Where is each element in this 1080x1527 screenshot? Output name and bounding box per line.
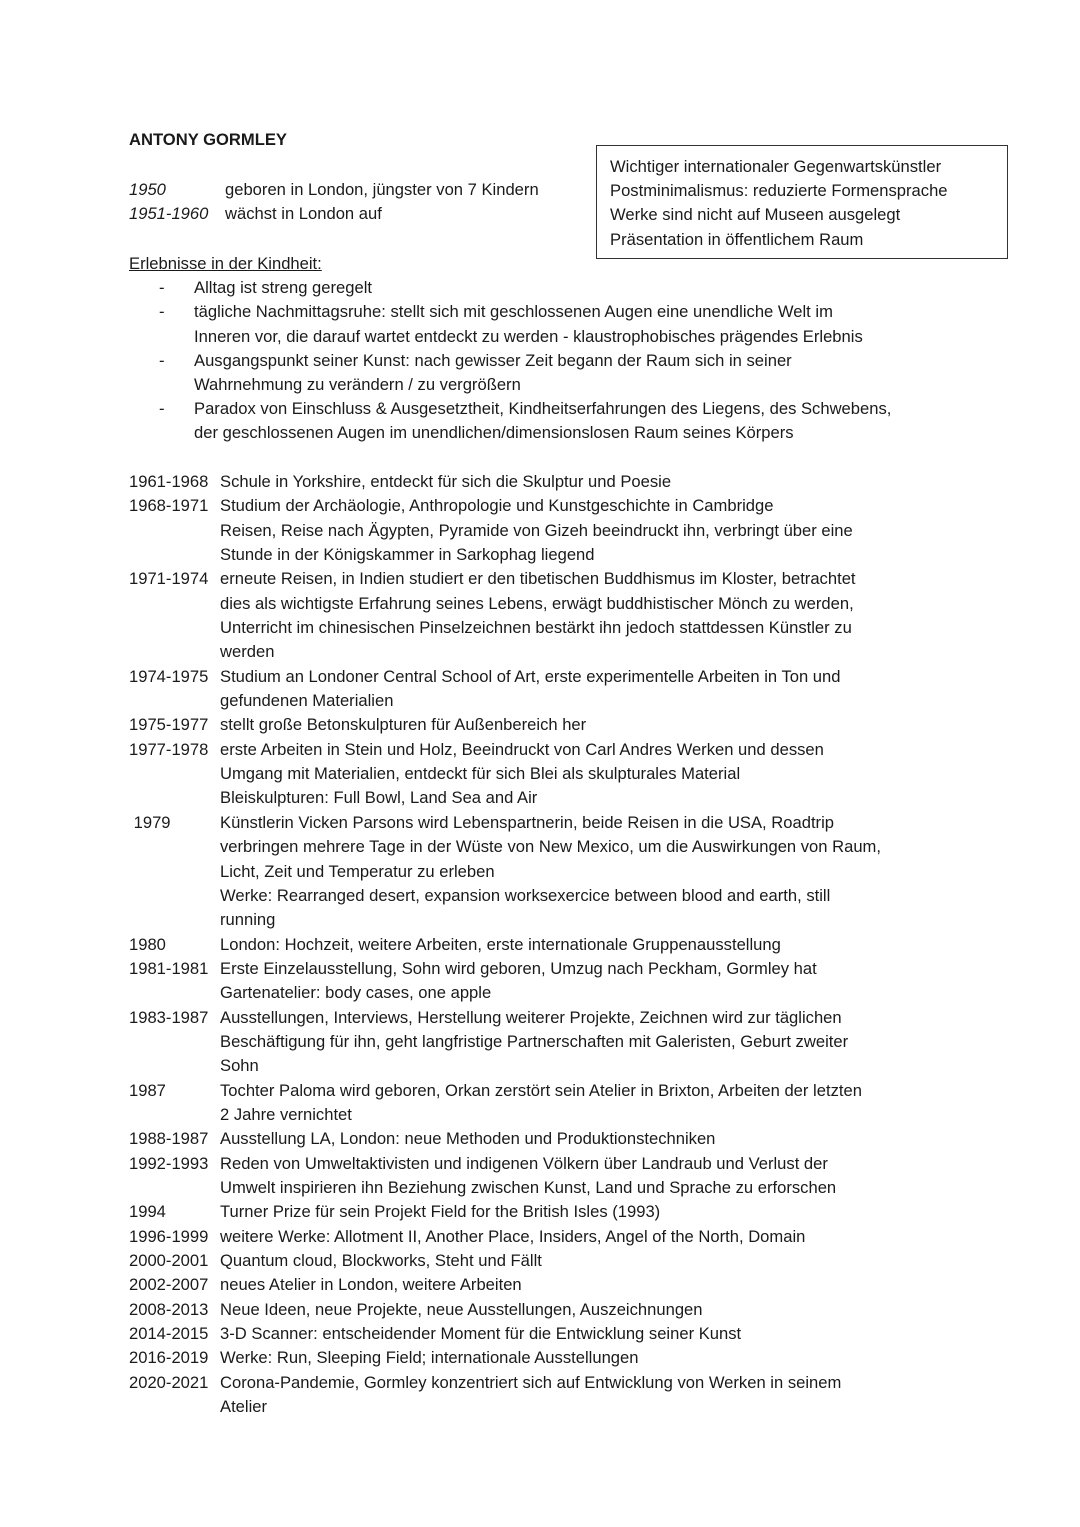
timeline-text bbox=[220, 567, 960, 664]
timeline-text bbox=[220, 1249, 960, 1273]
timeline-text-line: Umgang mit Materialien, entdeckt für sich Blei als skulpturales Material bbox=[220, 764, 741, 784]
timeline-text-line: Gartenatelier: body cases, one apple bbox=[220, 983, 492, 1003]
childhood-item bbox=[129, 300, 891, 348]
timeline-year: 1961-1968 bbox=[129, 472, 209, 491]
timeline-text-line: neues Atelier in London, weitere Arbeiten bbox=[220, 1275, 522, 1295]
timeline-text-line: Tochter Paloma wird geboren, Orkan zerstört sein Atelier in Brixton, Arbeiten der letzten bbox=[220, 1080, 862, 1100]
timeline-entry bbox=[129, 713, 960, 737]
timeline-text-line: werden bbox=[220, 642, 275, 662]
timeline-text bbox=[220, 1006, 960, 1079]
childhood-item-line: - Paradox von Einschluss & Ausgesetztheit, Kindheitserfahrungen des Liegens, des Schwebens, bbox=[194, 399, 892, 419]
timeline-entry bbox=[129, 665, 960, 714]
timeline-text bbox=[220, 1298, 960, 1322]
timeline-text bbox=[220, 738, 960, 811]
timeline-text bbox=[220, 1152, 960, 1201]
timeline-text-line: Turner Prize für sein Projekt Field for the British Isles (1993) bbox=[220, 1202, 661, 1222]
timeline-text bbox=[220, 470, 960, 494]
timeline-year: 1980 bbox=[129, 934, 166, 954]
timeline-text-line: 3-D Scanner: entscheidender Moment für die Entwicklung seiner Kunst bbox=[220, 1324, 742, 1344]
timeline-entry bbox=[129, 1006, 960, 1079]
timeline-entry bbox=[129, 1322, 960, 1346]
timeline-entry bbox=[129, 1200, 960, 1224]
timeline-text-line: Reden von Umweltaktivisten und indigenen Völkern über Landraub und Verlust der bbox=[220, 1153, 828, 1173]
timeline-text-line: stellt große Betonskulpturen für Außenbereich her bbox=[220, 715, 587, 735]
timeline-year: 2008-2013 bbox=[129, 1299, 209, 1319]
timeline-year: 1968-1971 bbox=[129, 496, 209, 516]
timeline-text-line: Neue Ideen, neue Projekte, neue Ausstellungen, Auszeichnungen bbox=[220, 1299, 703, 1319]
timeline-text bbox=[220, 957, 960, 1006]
timeline-year: 1974-1975 bbox=[129, 666, 209, 686]
timeline-entry bbox=[129, 811, 960, 933]
timeline-text-line: Reisen, Reise nach Ägypten, Pyramide von Gizeh beeindruckt ihn, verbringt über eine bbox=[220, 520, 853, 540]
timeline-text bbox=[220, 1346, 960, 1370]
timeline-text bbox=[220, 1273, 960, 1297]
timeline-text-line: Ausstellungen, Interviews, Herstellung weiterer Projekte, Zeichnen wird zur täglichen bbox=[220, 1007, 842, 1027]
timeline-entry bbox=[129, 957, 960, 1006]
timeline-text bbox=[220, 1225, 960, 1249]
timeline-year: 1981-1981 bbox=[129, 958, 209, 978]
year-label: 1950 bbox=[129, 180, 166, 199]
timeline-text bbox=[220, 1127, 960, 1151]
timeline-text-line: Umwelt inspirieren ihn Beziehung zwischen Kunst, Land und Sprache zu erforschen bbox=[220, 1177, 837, 1197]
childhood-item-line: - Alltag ist streng geregelt bbox=[194, 278, 373, 298]
timeline-entry bbox=[129, 470, 960, 494]
timeline-year: 1992-1993 bbox=[129, 1153, 209, 1173]
info-box bbox=[596, 145, 1008, 259]
timeline-year: 1987 bbox=[129, 1080, 166, 1100]
timeline-text-line: Erste Einzelausstellung, Sohn wird geboren, Umzug nach Peckham, Gormley hat bbox=[220, 958, 817, 978]
timeline-entry bbox=[129, 738, 960, 811]
timeline-text bbox=[220, 665, 960, 714]
timeline-entry bbox=[129, 1249, 960, 1273]
timeline-text-line: 2 Jahre vernichtet bbox=[220, 1104, 352, 1124]
timeline-text-line: gefundenen Materialien bbox=[220, 691, 394, 711]
timeline-text-line: Schule in Yorkshire, entdeckt für sich die Skulptur und Poesie bbox=[220, 472, 672, 491]
timeline-text-line: dies als wichtigste Erfahrung seines Lebens, erwägt buddhistischer Mönch zu werden, bbox=[220, 593, 854, 613]
timeline-year: 1983-1987 bbox=[129, 1007, 209, 1027]
year-text: geboren in London, jüngster von 7 Kindern bbox=[225, 180, 539, 199]
timeline-entry bbox=[129, 1273, 960, 1297]
timeline-text-line: verbringen mehrere Tage in der Wüste von New Mexico, um die Auswirkungen von Raum, bbox=[220, 837, 881, 857]
timeline-entry bbox=[129, 1152, 960, 1201]
timeline-text bbox=[220, 811, 960, 933]
timeline-entry bbox=[129, 494, 960, 567]
timeline-year: 1996-1999 bbox=[129, 1226, 209, 1246]
timeline-year: 1975-1977 bbox=[129, 715, 209, 735]
timeline-entry bbox=[129, 567, 960, 664]
childhood-item bbox=[129, 276, 891, 300]
timeline-entry bbox=[129, 1127, 960, 1151]
childhood-item-line: - Ausgangspunkt seiner Kunst: nach gewisser Zeit begann der Raum sich in seiner bbox=[194, 350, 792, 370]
timeline-text-line: Studium an Londoner Central School of Art, erste experimentelle Arbeiten in Ton und bbox=[220, 666, 841, 686]
timeline-entry bbox=[129, 1371, 960, 1420]
biography-timeline bbox=[129, 470, 960, 1419]
timeline-text bbox=[220, 1371, 960, 1420]
timeline-text bbox=[220, 1322, 960, 1346]
timeline-year: 2020-2021 bbox=[129, 1372, 209, 1392]
timeline-text bbox=[220, 713, 960, 737]
timeline-text-line: Unterricht im chinesischen Pinselzeichnen bestärkt ihn jedoch stattdessen Künstler zu bbox=[220, 618, 852, 638]
page-title: ANTONY GORMLEY bbox=[129, 130, 287, 149]
early-year-row bbox=[129, 178, 539, 202]
timeline-year: 1977-1978 bbox=[129, 739, 209, 759]
timeline-text-line: Bleiskulpturen: Full Bowl, Land Sea and Air bbox=[220, 788, 538, 808]
childhood-section bbox=[129, 252, 891, 446]
year-label: 1951-1960 bbox=[129, 204, 209, 224]
timeline-year: 2016-2019 bbox=[129, 1348, 209, 1368]
timeline-year: 1994 bbox=[129, 1202, 166, 1222]
timeline-text-line: Künstlerin Vicken Parsons wird Lebenspartnerin, beide Reisen in die USA, Roadtrip bbox=[220, 812, 835, 832]
timeline-entry bbox=[129, 1298, 960, 1322]
timeline-year: 2000-2001 bbox=[129, 1251, 209, 1270]
year-text: wächst in London auf bbox=[225, 204, 382, 224]
info-box-line: Postminimalismus: reduzierte Formensprache bbox=[610, 181, 948, 201]
info-box-line: Werke sind nicht auf Museen ausgelegt bbox=[610, 205, 901, 225]
timeline-text-line: Licht, Zeit und Temperatur zu erleben bbox=[220, 861, 495, 881]
timeline-entry bbox=[129, 1225, 960, 1249]
timeline-text-line: Ausstellung LA, London: neue Methoden und Produktionstechniken bbox=[220, 1129, 716, 1149]
info-box-line: Präsentation in öffentlichem Raum bbox=[610, 229, 864, 249]
timeline-text-line: Werke: Rearranged desert, expansion worksexercice between blood and earth, still bbox=[220, 885, 831, 905]
timeline-text-line: Atelier bbox=[220, 1397, 268, 1417]
childhood-item-line: - tägliche Nachmittagsruhe: stellt sich mit geschlossenen Augen eine unendliche Welt im bbox=[194, 302, 833, 322]
timeline-text-line: running bbox=[220, 910, 276, 930]
timeline-text-line: erneute Reisen, in Indien studiert er den tibetischen Buddhismus im Kloster, betrachtet bbox=[220, 569, 856, 589]
timeline-text-line: Beschäftigung für ihn, geht langfristige Partnerschaften mit Galeristen, Geburt zweiter bbox=[220, 1031, 849, 1051]
early-years bbox=[129, 178, 539, 226]
timeline-text-line: erste Arbeiten in Stein und Holz, Beeindruckt von Carl Andres Werken und dessen bbox=[220, 739, 824, 759]
timeline-year: 2002-2007 bbox=[129, 1275, 209, 1295]
timeline-text bbox=[220, 1200, 960, 1224]
timeline-text-line: Quantum cloud, Blockworks, Steht und Fällt bbox=[220, 1251, 542, 1270]
timeline-year: 1988-1987 bbox=[129, 1129, 209, 1149]
childhood-item-line: Inneren vor, die darauf wartet entdeckt zu werden - klaustrophobisches prägendes Erlebnis bbox=[194, 326, 863, 346]
childhood-item-line: Wahrnehmung zu verändern / zu vergrößern bbox=[194, 375, 521, 395]
early-year-row bbox=[129, 202, 539, 226]
timeline-text-line: Werke: Run, Sleeping Field; internationale Ausstellungen bbox=[220, 1348, 639, 1368]
childhood-item-line: der geschlossenen Augen im unendlichen/dimensionslosen Raum seines Körpers bbox=[194, 423, 794, 443]
timeline-entry bbox=[129, 1346, 960, 1370]
info-box-line: Wichtiger internationaler Gegenwartskünstler bbox=[610, 157, 942, 176]
timeline-text bbox=[220, 933, 960, 957]
timeline-entry bbox=[129, 1079, 960, 1128]
childhood-item bbox=[129, 349, 891, 397]
timeline-text-line: weitere Werke: Allotment II, Another Place, Insiders, Angel of the North, Domain bbox=[220, 1226, 806, 1246]
timeline-entry bbox=[129, 933, 960, 957]
timeline-text-line: Sohn bbox=[220, 1056, 259, 1076]
timeline-text bbox=[220, 1079, 960, 1128]
timeline-text-line: Corona-Pandemie, Gormley konzentriert sich auf Entwicklung von Werken in seinem bbox=[220, 1372, 842, 1392]
timeline-year: 2014-2015 bbox=[129, 1324, 209, 1344]
timeline-text-line: Stunde in der Königskammer in Sarkophag liegend bbox=[220, 545, 595, 565]
childhood-list bbox=[129, 276, 891, 445]
timeline-year: 1971-1974 bbox=[129, 569, 209, 589]
childhood-item bbox=[129, 397, 891, 445]
timeline-text-line: Studium der Archäologie, Anthropologie und Kunstgeschichte in Cambridge bbox=[220, 496, 774, 516]
timeline-year: 1979 bbox=[129, 812, 171, 832]
timeline-text-line: London: Hochzeit, weitere Arbeiten, erste internationale Gruppenausstellung bbox=[220, 934, 781, 954]
childhood-heading: Erlebnisse in der Kindheit: bbox=[129, 254, 322, 273]
timeline-text bbox=[220, 494, 960, 567]
